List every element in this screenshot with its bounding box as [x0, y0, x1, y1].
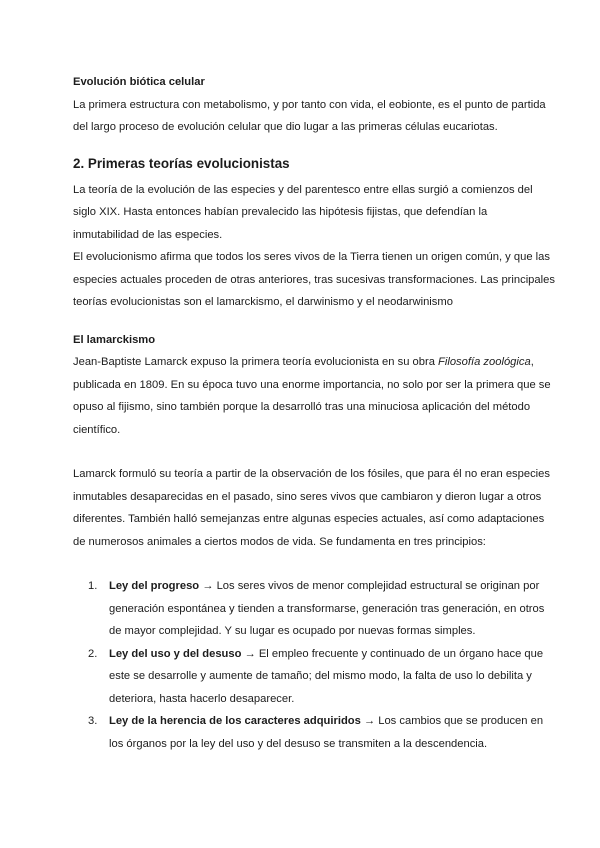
text-line: Lamarck formuló su teoría a partir de la observación de los fósiles, que para él no eran especies	[73, 468, 550, 480]
text-line: de numerosos animales a ciertos modos de vida. Se fundamenta en tres principios:	[73, 535, 486, 548]
text-run: Los cambios que se producen en	[378, 715, 544, 727]
text-line: deteriora, hasta hacerlo desaparecer.	[109, 692, 295, 705]
text-line: El evolucionismo afirma que todos los seres vivos de la Tierra tienen un origen común, y que las	[73, 251, 550, 263]
principle-term: Ley de la herencia de los caracteres adquiridos	[109, 715, 361, 727]
text-line: opuso al fijismo, sino también porque la desarrolló tras una minuciosa aplicación del método	[73, 401, 531, 413]
text-line: teorías evolucionistas son el lamarckismo, el darwinismo y el neodarwinismo	[73, 296, 453, 308]
text-run: ,	[530, 356, 534, 368]
list-item-ley-herencia	[73, 710, 544, 755]
text-line	[109, 710, 544, 733]
text-line: La primera estructura con metabolismo, y por tanto con vida, el eobionte, es el punto de partida	[73, 98, 546, 111]
section-heading-lamarckismo: El lamarckismo	[73, 333, 156, 346]
document-content	[73, 71, 555, 755]
text-run: Jean-Baptiste Lamarck expuso la primera teoría evolucionista en su obra	[73, 356, 439, 368]
text-line: inmutabilidad de las especies.	[73, 228, 223, 241]
text-line: de mayor complejidad. Y su lugar es ocupado por nuevas formas simples.	[109, 625, 476, 637]
list-item-ley-uso-desuso	[73, 643, 544, 711]
paragraph-evolucionismo	[73, 246, 555, 314]
text-line	[73, 351, 533, 374]
paragraph-eobionte	[73, 94, 546, 139]
paragraph-lamarck-obra	[73, 351, 551, 441]
text-line: del largo proceso de evolución celular que dio lugar a las primeras células eucariotas.	[73, 121, 498, 133]
list-number: 1.	[88, 580, 98, 592]
text-line: este se desarrolle y aumente de tamaño; del mismo modo, la falta de uso lo debilita y	[109, 670, 532, 682]
principles-list	[73, 575, 545, 755]
text-line: científico.	[73, 423, 121, 436]
section-heading-primeras-teorias: 2. Primeras teorías evolucionistas	[73, 155, 290, 171]
paragraph-lamarck-fosiles	[73, 463, 550, 553]
text-line	[109, 575, 540, 598]
arrow-icon: →	[241, 647, 259, 660]
principle-term: Ley del progreso	[109, 580, 200, 592]
list-number: 2.	[88, 647, 98, 660]
principle-term: Ley del uso y del desuso	[109, 647, 242, 660]
text-run: Los seres vivos de menor complejidad estructural se originan por	[216, 580, 540, 592]
text-line: La teoría de la evolución de las especies y del parentesco entre ellas surgió a comienzos del	[73, 183, 533, 196]
paragraph-teoria-evolucion	[73, 179, 533, 247]
text-line: publicada en 1809. En su época tuvo una enorme importancia, no solo por ser la primera que se	[73, 378, 551, 391]
list-item-ley-progreso	[73, 575, 545, 643]
text-line: diferentes. También halló semejanzas entre algunas especies actuales, así como adaptaciones	[73, 513, 545, 525]
arrow-icon: →	[199, 580, 217, 592]
arrow-icon: →	[360, 715, 379, 727]
text-line: especies actuales proceden de otras anteriores, tras sucesivas transformaciones. Las principales	[73, 273, 555, 286]
text-run: El empleo frecuente y continuado de un órgano hace que	[258, 647, 544, 660]
section-heading-evolucion-biotica: Evolución biótica celular	[73, 76, 205, 88]
text-line: generación espontánea y tienden a transformarse, generación tras generación, en otros	[109, 602, 545, 615]
text-line: inmutables desaparecidas en el pasado, sino seres vivos que cambiaron y dieron lugar a otros	[73, 490, 542, 503]
list-number: 3.	[88, 715, 98, 727]
text-line: los órganos por la ley del uso y del desuso se transmiten a la descendencia.	[109, 737, 488, 750]
book-title: Filosofía zoológica	[438, 356, 531, 368]
text-line	[109, 643, 544, 666]
text-line: siglo XIX. Hasta entonces habían prevalecido las hipótesis fijistas, que defendían la	[73, 206, 488, 218]
